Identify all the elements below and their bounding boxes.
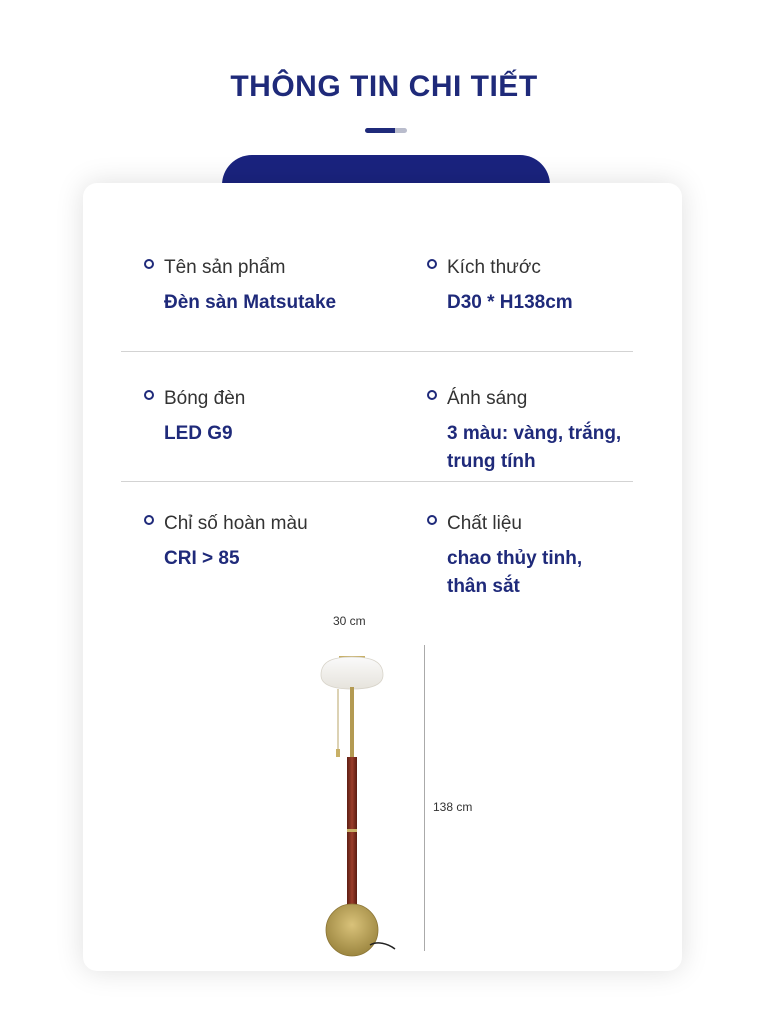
bullet-icon [144, 390, 154, 400]
spec-value [164, 545, 394, 573]
title-underline [365, 128, 407, 133]
spec-value [447, 289, 677, 317]
spec-item-product-name [164, 255, 394, 317]
title-underline-active [365, 128, 395, 133]
spec-label: Kích thước [447, 257, 541, 278]
spec-value-line: D30 * H138cm [447, 292, 573, 313]
spec-item-light [447, 386, 677, 476]
pull-cord-handle [336, 749, 340, 757]
spec-value [164, 289, 394, 317]
divider [121, 351, 633, 352]
spec-value-line: Đèn sàn Matsutake [164, 292, 337, 313]
pole-joint [347, 829, 357, 832]
spec-value [164, 420, 394, 448]
page-title: THÔNG TIN CHI TIẾT [230, 70, 538, 103]
spec-card [83, 183, 682, 971]
spec-value-line: thân sắt [447, 576, 520, 597]
spec-label: Bóng đèn [164, 388, 246, 409]
spec-label: Ánh sáng [447, 388, 528, 409]
spec-value-line: chao thủy tinh, [447, 548, 583, 569]
spec-item-bulb [164, 386, 394, 448]
spec-item-cri [164, 511, 394, 573]
bullet-icon [144, 515, 154, 525]
height-dimension-label: 138 cm [433, 800, 473, 814]
brass-neck [350, 687, 354, 757]
spec-value-line: 3 màu: vàng, trắng, [447, 423, 622, 444]
width-dimension-label: 30 cm [333, 614, 366, 628]
spec-value-line: trung tính [447, 451, 536, 472]
spec-value-line: CRI > 85 [164, 548, 240, 569]
power-cable [370, 943, 395, 949]
bullet-icon [427, 259, 437, 269]
spec-value [447, 545, 677, 601]
bullet-icon [144, 259, 154, 269]
round-base [326, 904, 378, 956]
spec-label: Chất liệu [447, 513, 522, 534]
spec-label: Chỉ số hoàn màu [164, 513, 308, 534]
bullet-icon [427, 515, 437, 525]
spec-value [447, 420, 677, 476]
pole-upper [347, 757, 357, 831]
spec-label: Tên sản phẩm [164, 257, 286, 278]
glass-shade [321, 657, 383, 689]
divider [121, 481, 633, 482]
floor-lamp-illustration [315, 643, 425, 963]
bullet-icon [427, 390, 437, 400]
title-underline-inactive [395, 128, 407, 133]
spec-item-material [447, 511, 677, 601]
spec-item-dimensions [447, 255, 677, 317]
pole-lower [347, 832, 357, 914]
spec-value-line: LED G9 [164, 423, 233, 444]
